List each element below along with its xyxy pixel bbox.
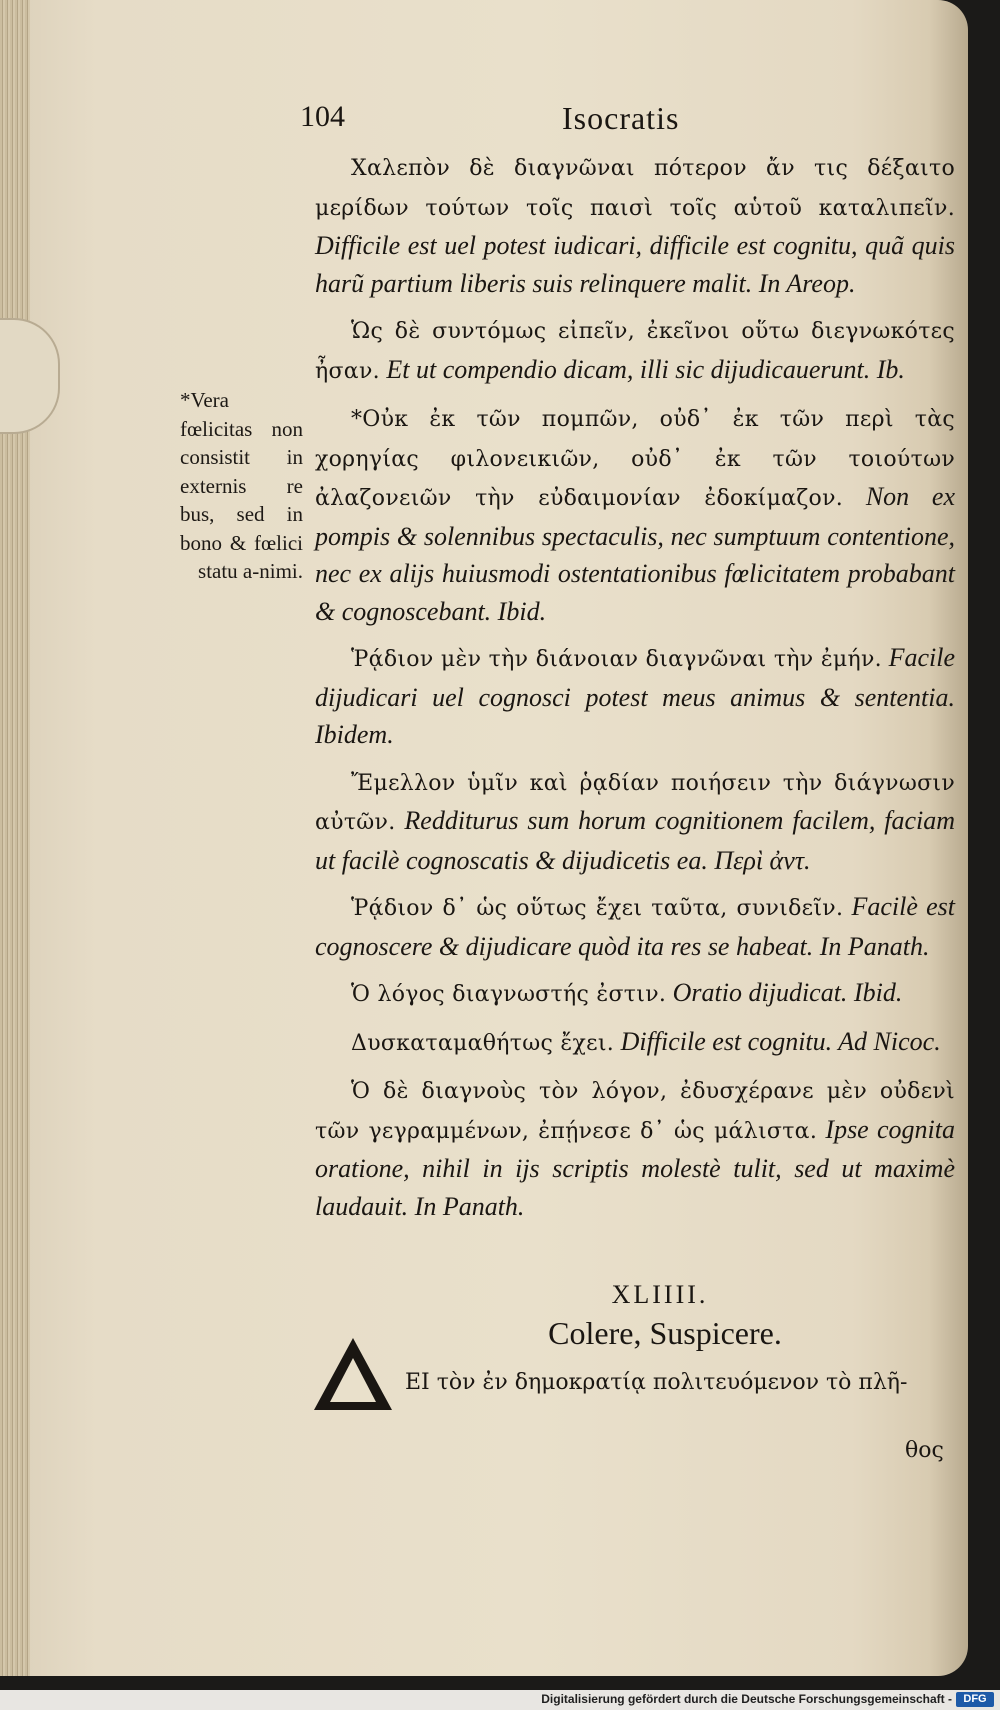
greek-text: Χαλεπὸν δὲ διαγνῶναι πότερον ἄν τις δέξαιτο μερίδων τούτων τοῖς παισὶ τοῖς αὑτοῦ καταλιπεῖν.	[315, 156, 955, 221]
greek-text: Ὡς δὲ συντόμως εἰπεῖν, ἐκεῖνοι οὕτω διεγνωκότες ἦσαν.	[315, 319, 955, 384]
paragraph	[315, 1023, 955, 1063]
paragraph	[315, 399, 955, 630]
greek-text: Ὁ λόγος διαγνωστής ἐστιν.	[351, 982, 667, 1007]
paragraph	[315, 639, 955, 754]
greek-text: Ὁ δὲ διαγνοὺς τὸν λόγον, ἐδυσχέρανε μὲν οὐδενὶ τῶν γεγραμμένων, ἐπῄνεσε δ᾽ ὡς μάλιστα.	[315, 1079, 955, 1144]
latin-text: Difficile est uel potest iudicari, difficile est cognitu, quã quis harũ partium liberis suis relinquere malit. In Areop.	[315, 231, 955, 298]
paragraph	[315, 974, 955, 1014]
greek-text: Ῥᾴδιον δ᾽ ὡς οὕτως ἔχει ταῦτα, συνιδεῖν.	[351, 896, 844, 921]
dfg-logo-icon: DFG	[956, 1692, 994, 1707]
paragraph	[315, 311, 955, 390]
latin-text: Redditurus sum horum cognitionem facilem, faciam ut facilè cognoscatis & dijudicetis ea. Περὶ ἀντ.	[315, 806, 955, 875]
page-edge	[0, 0, 30, 1676]
latin-text: Oratio dijudicat. Ibid.	[666, 978, 903, 1007]
greek-text: Ἔμελλον ὑμῖν καὶ ῥᾳδίαν ποιήσειν τὴν διάγνωσιν αὐτῶν.	[315, 770, 955, 835]
greek-text: Ῥᾴδιον μὲν τὴν διάνοιαν διαγνῶναι τὴν ἐμήν.	[351, 647, 882, 672]
latin-text: Facilè est cognoscere & dijudicare quòd ita res se habeat. In Panath.	[315, 892, 956, 961]
section-title: Colere, Suspicere.	[548, 1315, 782, 1351]
greek-text: Δυσκαταμαθήτως ἔχει.	[351, 1030, 615, 1056]
margin-note: *Vera fœlicitas non consistit in externis re bus, sed in bono & fœlici statu a-nimi.	[180, 388, 303, 583]
page-header	[300, 100, 720, 140]
latin-text: Facile dijudicari uel cognosci potest meus animus & sententia. Ibidem.	[315, 643, 955, 749]
latin-text: Et ut compendio dicam, illi sic dijudicauerunt. Ib.	[379, 354, 905, 384]
page-number: 104	[300, 100, 345, 133]
final-text-line: ΕΙ τὸν ἐν δημοκρατίᾳ πολιτευόμενον τὸ πλῆ-	[405, 1370, 908, 1395]
latin-text: Difficile est cognitu. Ad Nicoc.	[614, 1026, 941, 1056]
section-number: XLIIII.	[611, 1280, 709, 1309]
greek-text: *Οὐκ ἐκ τῶν πομπῶν, οὐδ᾽ ἐκ τῶν περὶ τὰς χορηγίας φιλονεικιῶν, οὐδ᾽ ἐκ τῶν τοιούτων ἀλαζονειῶν τὴν εὐδαιμονίαν ἐδοκίμαζον.	[315, 407, 955, 511]
main-text	[315, 148, 955, 1234]
running-title: Isocratis	[562, 100, 680, 136]
paragraph	[315, 148, 955, 302]
drop-cap-delta-icon	[312, 1336, 394, 1412]
catchword: θος	[905, 1438, 944, 1463]
paragraph	[315, 1071, 955, 1225]
latin-text: Ipse cognita oratione, nihil in ijs scriptis molestè tulit, sed ut maximè laudauit. In Panath.	[315, 1114, 955, 1221]
latin-text: Non ex pompis & solennibus spectaculis, nec sumptuum contentione, nec ex alijs huiusmodi ostentationibus fœlicitatem probabant & cognoscebant. Ibid.	[315, 482, 956, 626]
footer-credit: Digitalisierung gefördert durch die Deutsche Forschungsgemeinschaft -	[541, 1692, 952, 1706]
paragraph	[315, 763, 955, 880]
paragraph	[315, 888, 955, 965]
